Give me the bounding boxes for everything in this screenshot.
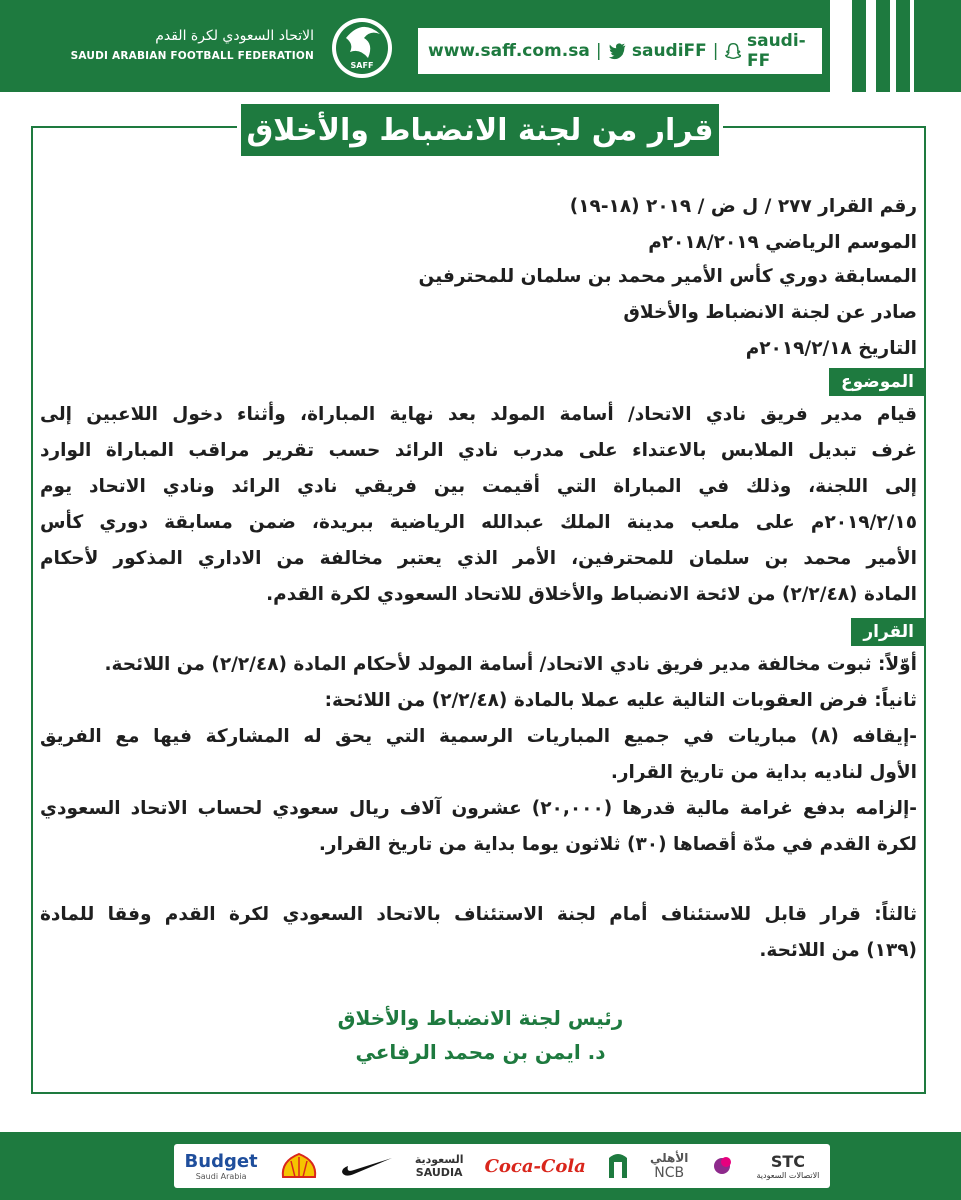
- stripe-white-3: [890, 0, 896, 92]
- date: التاريخ ٢٠١٩/٢/١٨م: [745, 338, 917, 359]
- subject-line: المادة (٢/٢/٤٨) من لائحة الانضباط والأخلاق للاتحاد السعودي لكرة القدم.: [266, 584, 917, 605]
- budget-logo-text: Budget: [184, 1151, 258, 1172]
- stripe-white-2: [866, 0, 876, 92]
- twitter-icon: [608, 42, 626, 60]
- nike-swoosh-icon: [340, 1154, 394, 1178]
- separator: |: [712, 41, 719, 61]
- sponsor-cocacola: [485, 1156, 586, 1177]
- sponsor-stc: [757, 1152, 820, 1180]
- decision-label: القرار: [851, 618, 926, 646]
- cocacola-logo-text: Coca-Cola: [484, 1155, 586, 1177]
- sponsor-bar: [174, 1144, 830, 1188]
- ncb-emblem-icon: [607, 1152, 629, 1180]
- saff-emblem-icon: [324, 8, 400, 84]
- decision-line: لكرة القدم في مدّة أقصاها (٣٠) ثلاثون يوما بداية من تاريخ القرار.: [318, 834, 917, 855]
- competition: المسابقة دوري كأس الأمير محمد بن سلمان للمحترفين: [418, 266, 917, 287]
- subject-label: الموضوع: [829, 368, 926, 396]
- season: الموسم الرياضي ٢٠١٨/٢٠١٩م: [648, 232, 917, 253]
- contact-bar: [418, 31, 822, 71]
- committee-chair-name: د. ايمن بن محمد الرفاعي: [355, 1040, 606, 1064]
- website-link[interactable]: www.saff.com.sa: [428, 41, 590, 61]
- sponsor-saudia: [415, 1153, 464, 1179]
- stc-ar-text: الاتصالات السعودية: [756, 1171, 820, 1180]
- org-name-arabic: الاتحاد السعودي لكرة القدم: [155, 28, 314, 44]
- decision-line: -إيقافه (٨) مباريات في جميع المباريات الرسمية التي يحق له المشاركة فيها مع الفريق: [40, 726, 917, 747]
- stripe-white-4: [910, 0, 914, 92]
- decision-line: -إلزامه بدفع غرامة مالية قدرها (٢٠,٠٠٠) عشرون آلاف ريال سعودي لحساب الاتحاد السعودي: [40, 798, 917, 819]
- committee-chair-title: رئيس لجنة الانضباط والأخلاق: [337, 1006, 624, 1030]
- sponsor-budget: [185, 1151, 258, 1181]
- subject-line: الأمير محمد بن سلمان للمحترفين، الأمر الذي يعتبر مخالفة من الاداري المذكور لأحكام: [40, 548, 917, 569]
- document-title: قرار من لجنة الانضباط والأخلاق: [237, 100, 723, 160]
- stripe-white-1: [830, 0, 852, 92]
- subject-line: ٢٠١٩/٢/١٥م على ملعب مدينة الملك عبدالله الرياضية ببريدة، ضمن مسابقة دوري كأس: [40, 512, 917, 533]
- subject-line: إلى اللجنة، وذلك في المباراة التي أقيمت بين فريقي نادي الرائد ونادي الاتحاد يوم: [40, 476, 917, 497]
- twitter-handle[interactable]: saudiFF: [631, 41, 707, 61]
- decision-number: رقم القرار ٢٧٧ / ل ض / ٢٠١٩ (١٨-١٩): [569, 196, 917, 217]
- decision-line: ثالثاً: قرار قابل للاستئناف أمام لجنة الاستئناف بالاتحاد السعودي لكرة القدم وفقا للمادة: [40, 904, 917, 925]
- org-name-english: SAUDI ARABIAN FOOTBALL FEDERATION: [70, 50, 314, 62]
- separator: |: [595, 41, 602, 61]
- header: [0, 0, 961, 92]
- budget-sub-text: Saudi Arabia: [195, 1172, 247, 1181]
- snapchat-icon: [725, 42, 741, 60]
- stc-en-text: STC: [770, 1152, 806, 1171]
- decision-line: أوّلاً: ثبوت مخالفة مدير فريق نادي الاتحاد/ أسامة المولد لأحكام المادة (٢/٢/٤٨) من اللائحة.: [104, 654, 917, 675]
- saudia-ar-text: السعودية: [414, 1153, 464, 1166]
- saudia-en-text: SAUDIA: [415, 1166, 463, 1179]
- shell-icon: [279, 1151, 319, 1181]
- decision-line: الأول لناديه بداية من تاريخ القرار.: [610, 762, 917, 783]
- subject-line: غرف تبديل الملابس بالاعتداء على مدرب نادي الرائد حسب تقرير مراقب المباراة الوارد: [40, 440, 917, 461]
- subject-line: قيام مدير فريق نادي الاتحاد/ أسامة المولد بعد نهاية المباراة، وأثناء دخول اللاعبين إلى: [40, 404, 917, 425]
- snapchat-handle[interactable]: saudi-FF: [746, 31, 806, 71]
- decision-line: ثانياً: فرض العقوبات التالية عليه عملا بالمادة (٢/٢/٤٨) من اللائحة:: [324, 690, 917, 711]
- sponsor-ncb: [650, 1151, 688, 1181]
- emblem-text: SAFF: [350, 61, 374, 70]
- issued-by: صادر عن لجنة الانضباط والأخلاق: [623, 302, 917, 323]
- ncb-en-text: NCB: [654, 1165, 685, 1181]
- decision-line: (١٣٩) من اللائحة.: [759, 940, 917, 961]
- ncb-ar-text: الأهلي: [649, 1151, 689, 1165]
- stc-icon: [709, 1153, 735, 1179]
